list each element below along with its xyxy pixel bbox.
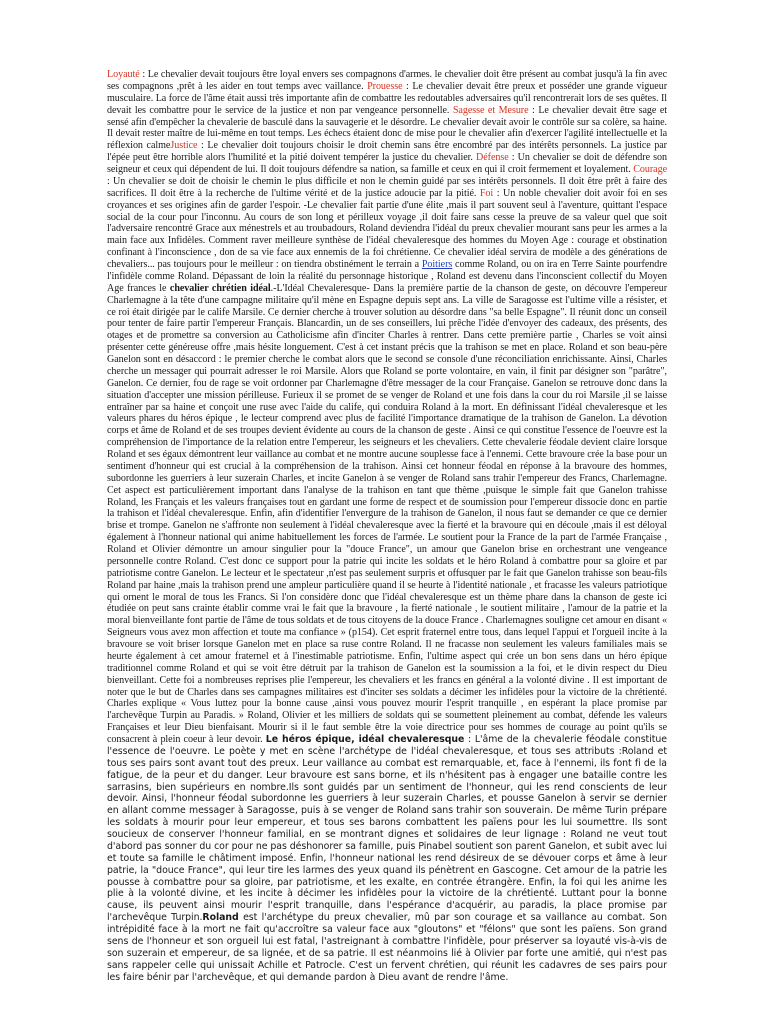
body-text-run: : Un noble chevalier doit avoir foi en ses croyances et ses origines afin de garder l'espoir. -Le chevalier fait partie d'une élite ,mais il part souvent seul à l'aventure, quittant l'espace social de la cour pour l'inconnu. Au cours de son long et périlleux voyage ,il doit faire sans cesse la preuve de sa valeur quel que soit l'adversaire rencontré Grace aux ménestrels et au troubadours, Roland deviendra l'idéal du preux chevalier mourant sans peur les armes a la main face aux Infidèles. Comment raver meilleure synthèse de l'idéal chevaleresque des hommes du Moyen Age : courage et obstination confinant à l'inconscience , don de sa vie face aux ennemis de la foi chrétienne. Ce chevalier idéal servira de modèle a des générations de chevaliers... pas toujours pour le meilleur : on tiendra obstinément le terrain a <box>107 187 667 270</box>
poitiers-link[interactable]: Poitiers <box>421 259 453 270</box>
body-text-run: : Le chevalier doit toujours choisir le droit chemin sans être encombré par des intérêts personnels. La justice par l'épée peut être horrible alors l'humilité et la pitié doivent tempérer la justice du chevalier. <box>107 140 667 164</box>
virtue-term: Justice <box>170 140 198 152</box>
body-text-run: : Le chevalier devait être sage et sensé afin d'empêcher la chevalerie de basculé dans la sauvagerie et le désordre. Le chevalier devait avoir le contrôle sur sa colère, sa haine. Il devait rester maître de lui-même en tout temps. Les échecs étaient donc de mise pour le chevalier afin d'exercer l'agilité intellectuelle et la réflexion calme <box>107 104 667 152</box>
section-intro-text: : L'âme de la chevalerie féodale constitue l'essence de l'oeuvre. Le poète y met en scène l'archétype de l'idéal chevaleresque, et tous ses attributs :Roland et tous ses pairs sont avant tout des preux. Leur vaillance au combat est remarquable, et, face à l'ennemi, ils font fi de la fatigue, de la peur et du danger. Leur bravoure est sans borne, et ils n'hésitent pas à engager une bataille contre les sarrasins, bien supérieurs en nombre.Ils sont guidés par un sentiment de l'honneur, qui les rend conscients de leur devoir. Ainsi, l'honneur féodal subordonne les guerriers à leur suzerain Charles, et pousse Ganelon à servir se dernier en allant comme messager à Saragosse, puis à se venger de Roland sans trahir son souverain. De même Turin prépare les soldats à mourir pour leur empereur, et tous ses barons combattent les païens pour les lui soumettre. Ils sont soucieux de conserver l'honneur familial, en se montrant dignes et solidaires de leur lignage : Roland ne veut tout d'abord pas sonner du cor pour ne pas déshonorer sa famille, puis Pinabel soutient son parent Ganelon, et subit avec lui et toute sa famille le châtiment imposé. Enfin, l'honneur national les rend désireux de se dévouer corps et âme à leur patrie, la "douce France", qui leur tire les larmes des yeux quand ils pénètrent en Gascogne. Cet amour de la patrie les pousse à combattre pour sa gloire, par patriotisme, et les exalte, en contrée étrangère. Enfin, la foi qui les anime les plie à la volonté divine, et les incite à décimer les infidèles pour la victoire de la chrétienté. Luttant pour la bonne cause, ils peuvent ainsi mourir l'esprit tranquille, dans l'espérance d'acquérir, au paradis, la place promise par l'archevêque Turpin. <box>107 734 667 924</box>
virtue-term: Défense <box>476 152 509 164</box>
body-text-run: : Un chevalier se doit de défendre son seigneur et ceux qui dépendent de lui. Il doit toujours défendre sa nation, sa famille et ceux en qui il croit fermement et loyalement. <box>107 152 667 175</box>
virtue-term: Courage <box>633 164 667 175</box>
body-text-serif <box>107 69 667 983</box>
body-text-run: .-L'Idéal Chevaleresque- Dans la première partie de la chanson de geste, on découvre l'empereur Charlemagne à la tête d'une campagne militaire qu'il mène en Espagne depuis sept ans. La ville de Saragosse est l'ultime ville a résister, et ce roi était dirigée par le calife Marsile. Ce dernier cherche à trouver solution au désordre dans "sa belle Espagne". Il réunit donc un conseil pour tenter de faire partir l'empereur Français. Blancardin, un de ses conseillers, lui prêche l'idée d'envoyer des cadeaux, des présents, des otages et de promettre sa conversion au Catholicisme afin d'inciter Charles à rentrer. Dans cette première partie , Charles se voit ainsi présenter cette généreuse offre ,mais hésite longuement. C'est à cet instant précis que la trahison se met en place. Roland et son beau-père Ganelon sont en désaccord : le premier cherche le combat alors que le second se console d'une réconciliation enrichissante. Ainsi, Charles cherche un messager qui pourrait adresser le roi Marsile. Alors que Roland se porte volontaire, en vain, il finit par désigner son "parâtre", Ganelon. Ce dernier, fou de rage se voit ordonner par Charlemagne d'être messager de la cour Française. Ganelon se retrouve donc dans la situation d'accepter une mission périlleuse. Furieux il se promet de se venger de Roland et une fois dans la cour du roi Marsile ,il se laisse entraîner par sa haine et conçoit une ruse avec l'aide du calife, qui conduira Roland à la mort. En définissant l'idéal chevaleresque et les valeurs phares du héros épique , le lecteur comprend avec plus de facilité l'importance dramatique de la trahison de Ganelon. La dévotion corps et âme de Roland et de ses troupes devient évidente au cours de la chanson de geste . Ainsi ce qui constitue l'essence de l'oeuvre est la compréhension de l'importance de la relation entre l'empereur, les seigneurs et les chevaliers. Cette chevalerie féodale devient claire lorsque Roland et ses égaux démontrent leur vaillance au combat et ne montre aucune souplesse face à l'ennemi. Cette bravoure crée la base pour un sentiment d'honneur qui est crucial à la compréhension de la trahison. Ainsi cet honneur féodal en réponse à la bravoure des hommes, subordonne les guerriers à leur suzerain Charles, et incite Ganelon à se venger de Roland sans trahir l'empereur des Francs, Charlemagne. Cet aspect est particulièrement important dans l'analyse de la trahison en tant que thème ,puisque le simple fait que Ganelon trahisse Roland, les Français et les valeurs françaises tout en gardant une forme de respect et de soumission pour l'empereur dissocie donc en partie la trahison et l'idéal chevaleresque. Enfin, afin d'identifier l'envergure de la trahison de Ganelon, il nous faut se demander ce que ce dernier brise et trompe. Ganelon ne s'affronte non seulement à l'idéal chevaleresque avec la fierté et la bravoure qui en découle ,mais il est déloyal également à l'honneur national qui anime habituellement les forces de l'armée. Le soutient pour la France de la part de l'armée Française , Roland et Olivier démontre un amour singulier pour la "douce France", un amour que Ganelon brise en orchestrant une vengeance personnelle contre Roland. C'est donc ce support pour la patrie qui incite les soldats et le héro Roland à combattre pour sa gloire et par patriotisme contre Ganelon. Le lecteur et le spectateur ,n'est pas seulement surpris et offusquer par le fait que Ganelon trahisse son beau-fils Roland par haine ,mais la trahison prend une ampleur particulière quand il se heurte à l'identité nationale , et fracasse les valeurs patriotique qui ornent le moral de tous les Francs. Si l'on considère donc que l'idéal chevaleresque est un thème phare dans la chanson de geste ici étudiée on peut sans crainte établir comme vrai le fait que la bravoure , la fierté nationale , le soutient militaire , l'amour de la patrie et la moral bienveillante font partie de l'âme de tous soldats et de tous citoyens de la douce France . Charlemagnes souligne cet amour en disant « Seigneurs vous avez mon affection et toute ma confiance » (p154). Cet esprit fraternel entre tous, dans lequel l'appui et l'orgueil incite à la bravoure se voit briser lorsque Ganelon met en place sa ruse contre Roland. Il ne fracasse non seulement les valeurs familiales mais se heurte également à cet amour fraternel et à l'inestimable patriotisme. Enfin, l'ultime aspect qui crée un bon sens dans un héro épique traditionnel comme Roland et qui se voit être détruit par la trahison de Ganelon est la soumission a la foi, et le divin respect du Dieu bienveillant. Cette foi a nombreuses reprises plie l'empereur, les chevaliers et les francs en général a la volonté divine . Il est important de noter que le but de Charles dans ses campagnes militaires est d'inciter ses soldats a décimer les infidèles pour la victoire de la chrétienté. Charles explique « Vous luttez pour la bonne cause ,ainsi vous pouvez mourir l'esprit tranquille , en espérant la place promise par l'archevêque Turpin au Paradis. » Roland, Olivier et les milliers de soldats qui se soumettent pleinement au combat, défende les valeurs Françaises et leur Dieu bienfaisant. Mourir si il le faut semble être la voie directrice pour ses hommes de courage au point qu'ils se consacrent à plein coeur à leur devoir. <box>107 282 668 745</box>
roland-name: Roland <box>202 912 239 924</box>
body-text-run: : Un chevalier se doit de choisir le chemin le plus difficile et non le chemin guidé par ses intérêts personnels. Il doit être prêt à faire des sacrifices. Il doit être à la recherche de l'ultime vérité et de la justice adoucie par la pitié. <box>107 175 667 199</box>
virtue-term: Sagesse et Mesure <box>452 104 529 116</box>
document-page <box>107 69 667 983</box>
virtue-term: Prouesse <box>367 80 403 92</box>
section-heading: Le héros épique, idéal chevaleresque <box>265 734 465 745</box>
emphasis-text: chevalier chrétien idéal <box>169 282 271 294</box>
roland-paragraph-text: est l'archétype du preux chevalier, mû par son courage et sa vaillance au combat. Son intrépidité face à la mort ne fait qu'accroître sa valeur face aux "gloutons" et "félons" que sont les païens. Son grand sens de l'honneur et son orgueil lui est fatal, l'astreignant à combattre l'infidèle, pour préserver sa loyauté vis-à-vis de son suzerain et empereur, de sa lignée, et de sa patrie. Il est néanmoins lié à Olivier par forte une amitié, qui n'est pas sans rappeler celle qui unissait Achille et Patrocle. C'est un fervent chrétien, qui réunit les cadavres de ses pairs pour les faire bénir par l'archevêque, et qui demande pardon à Dieu avant de rendre l'âme. <box>107 912 667 983</box>
body-text-run: : Le chevalier devait être preux et posséder une grande vigueur musculaire. La force de l'âme était aussi très importante afin de combattre les redoutables adversaires qu'il rencontrerait lors de ses quêtes. Il devait les combattre pour le service de la justice et non par vengeance personnelle. <box>107 80 667 116</box>
virtue-term: Foi <box>479 187 494 199</box>
body-text-run: : Le chevalier devait toujours être loyal envers ses compagnons d'armes. le chevalier doit être présent au combat jusqu'à la fin avec ses compagnons ,prêt à les aider en tout temps avec vaillance. <box>107 69 667 92</box>
virtue-term: Loyauté <box>107 69 140 80</box>
body-text-run: comme Roland, ou on ira en Terre Sainte pourfendre l'infidèle comme Roland. Dépassant de loin la réalité du personnage historique , Roland est devenu dans l'inconscient collectif du Moyen Age frances le <box>107 259 667 294</box>
sans-section <box>107 734 667 983</box>
